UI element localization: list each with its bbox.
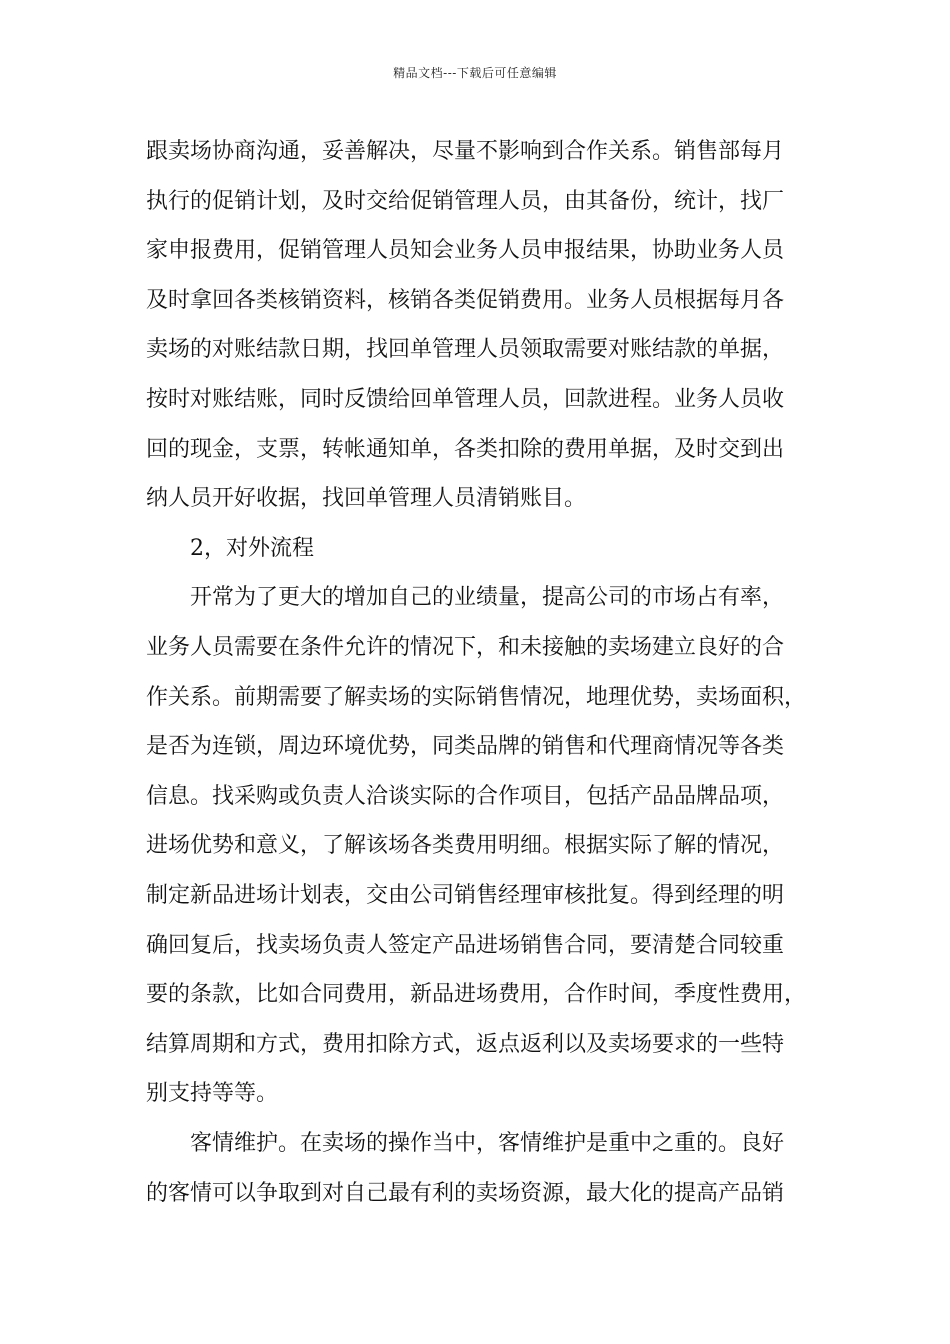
text-line: 客情维护。在卖场的操作当中，客情维护是重中之重的。良好 [190, 1131, 785, 1156]
text-line: 家申报费用，促销管理人员知会业务人员申报结果，协助业务人员 [146, 238, 785, 264]
text-line: 是否为连锁，周边环境优势，同类品牌的销售和代理商情况等各类 [146, 734, 785, 760]
text-line: 确回复后，找卖场负责人签定产品进场销售合同，要清楚合同较重 [146, 932, 785, 958]
text-line: 开常为了更大的增加自己的业绩量，提高公司的市场占有率， [190, 585, 785, 611]
text-line: 进场优势和意义，了解该场各类费用明细。根据实际了解的情况， [146, 833, 785, 859]
text-line: 纳人员开好收据，找回单管理人员清销账目。 [146, 486, 587, 512]
text-line: 作关系。前期需要了解卖场的实际销售情况，地理优势，卖场面积， [146, 684, 807, 710]
text-line: 的客情可以争取到对自己最有利的卖场资源，最大化的提高产品销 [146, 1180, 785, 1206]
text-line: 及时拿回各类核销资料，核销各类促销费用。业务人员根据每月各 [146, 287, 785, 313]
text-line: 别支持等等。 [146, 1081, 279, 1107]
text-line: 跟卖场协商沟通，妥善解决，尽量不影响到合作关系。销售部每月 [146, 139, 785, 164]
text-line: 回的现金，支票，转帐通知单，各类扣除的费用单据，及时交到出 [146, 436, 785, 462]
text-line: 要的条款，比如合同费用，新品进场费用，合作时间，季度性费用， [146, 982, 807, 1008]
text-line: 业务人员需要在条件允许的情况下，和未接触的卖场建立良好的合 [146, 635, 785, 660]
page-header: 精品文档---下载后可任意编辑 [393, 66, 557, 80]
text-line: 制定新品进场计划表，交由公司销售经理审核批复。得到经理的明 [146, 883, 785, 908]
text-line: 按时对账结账，同时反馈给回单管理人员，回款进程。业务人员收 [146, 387, 785, 412]
text-line: 2，对外流程 [190, 535, 314, 561]
text-line: 信息。找采购或负责人洽谈实际的合作项目，包括产品品牌品项， [146, 783, 785, 809]
text-line: 执行的促销计划，及时交给促销管理人员，由其备份，统计，找厂 [146, 188, 785, 214]
text-line: 卖场的对账结款日期，找回单管理人员领取需要对账结款的单据， [146, 337, 785, 363]
text-line: 结算周期和方式，费用扣除方式，返点返利以及卖场要求的一些特 [146, 1031, 785, 1057]
